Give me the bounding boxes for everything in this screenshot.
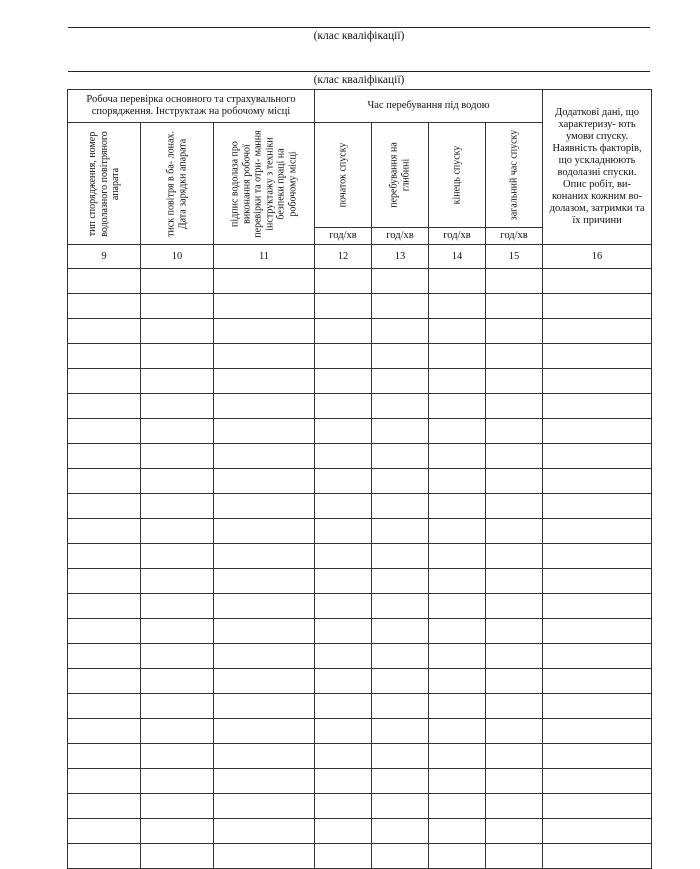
- table-cell-col-9: [68, 819, 141, 844]
- table-cell-col-12: [315, 469, 372, 494]
- table-cell-col-12: [315, 444, 372, 469]
- table-cell-col-10: [141, 594, 214, 619]
- table-cell-col-14: [429, 394, 486, 419]
- table-cell-col-13: [372, 594, 429, 619]
- table-cell-col-11: [214, 269, 315, 294]
- table-cell-col-9: [68, 319, 141, 344]
- table-cell-col-14: [429, 644, 486, 669]
- table-cell-col-16: [543, 744, 652, 769]
- table-row: [68, 719, 652, 744]
- column-number-10: 10: [141, 245, 214, 269]
- table-cell-col-15: [486, 794, 543, 819]
- table-cell-col-9: [68, 394, 141, 419]
- table-cell-col-13: [372, 544, 429, 569]
- table-cell-col-9: [68, 719, 141, 744]
- table-cell-col-9: [68, 519, 141, 544]
- table-cell-col-14: [429, 719, 486, 744]
- column-header-10: [141, 123, 214, 245]
- table-cell-col-12: [315, 419, 372, 444]
- table-cell-col-15: [486, 294, 543, 319]
- table-cell-col-10: [141, 569, 214, 594]
- table-cell-col-11: [214, 419, 315, 444]
- table-row: [68, 544, 652, 569]
- table-cell-col-10: [141, 819, 214, 844]
- table-cell-col-15: [486, 769, 543, 794]
- table-cell-col-10: [141, 694, 214, 719]
- table-cell-col-9: [68, 494, 141, 519]
- table-cell-col-9: [68, 644, 141, 669]
- table-cell-col-13: [372, 344, 429, 369]
- column-header-11: [214, 123, 315, 245]
- table-row: [68, 444, 652, 469]
- table-cell-col-16: [543, 369, 652, 394]
- table-cell-col-16: [543, 719, 652, 744]
- table-cell-col-12: [315, 744, 372, 769]
- table-cell-col-16: [543, 819, 652, 844]
- table-cell-col-14: [429, 669, 486, 694]
- table-cell-col-10: [141, 419, 214, 444]
- table-row: [68, 369, 652, 394]
- table-cell-col-14: [429, 794, 486, 819]
- table-cell-col-15: [486, 494, 543, 519]
- table-cell-col-11: [214, 444, 315, 469]
- table-cell-col-12: [315, 319, 372, 344]
- table-cell-col-13: [372, 644, 429, 669]
- column-number-row: [68, 245, 652, 269]
- qualification-caption-second: (клас кваліфікації): [313, 74, 405, 86]
- table-cell-col-9: [68, 694, 141, 719]
- table-cell-col-10: [141, 494, 214, 519]
- column-header-12-text: початок спуску: [337, 142, 349, 208]
- unit-13: год/хв: [372, 228, 429, 245]
- table-cell-col-12: [315, 594, 372, 619]
- table-row: [68, 269, 652, 294]
- table-cell-col-12: [315, 269, 372, 294]
- table-cell-col-15: [486, 694, 543, 719]
- column-number-11: 11: [214, 245, 315, 269]
- table-cell-col-12: [315, 369, 372, 394]
- table-cell-col-9: [68, 344, 141, 369]
- table-cell-col-14: [429, 319, 486, 344]
- table-cell-col-13: [372, 694, 429, 719]
- table-row: [68, 419, 652, 444]
- table-cell-col-11: [214, 769, 315, 794]
- table-cell-col-9: [68, 669, 141, 694]
- table-cell-col-13: [372, 369, 429, 394]
- table-cell-col-9: [68, 619, 141, 644]
- table-cell-col-10: [141, 469, 214, 494]
- table-cell-col-12: [315, 619, 372, 644]
- table-row: [68, 494, 652, 519]
- unit-12: год/хв: [315, 228, 372, 245]
- table-row: [68, 669, 652, 694]
- table-cell-col-15: [486, 469, 543, 494]
- table-cell-col-13: [372, 419, 429, 444]
- table-cell-col-14: [429, 419, 486, 444]
- table-cell-col-12: [315, 669, 372, 694]
- table-cell-col-9: [68, 469, 141, 494]
- table-cell-col-16: [543, 619, 652, 644]
- table-cell-col-15: [486, 569, 543, 594]
- table-cell-col-16: [543, 319, 652, 344]
- table-row: [68, 794, 652, 819]
- table-cell-col-12: [315, 494, 372, 519]
- column-header-13: [372, 123, 429, 228]
- table-cell-col-10: [141, 394, 214, 419]
- table-cell-col-11: [214, 594, 315, 619]
- table-cell-col-13: [372, 569, 429, 594]
- table-cell-col-14: [429, 694, 486, 719]
- table-cell-col-13: [372, 844, 429, 869]
- table-cell-col-12: [315, 644, 372, 669]
- column-header-9: [68, 123, 141, 245]
- column-header-9-text: тип спорядження, номер водолазного повітряного апарата: [86, 130, 121, 237]
- table-cell-col-9: [68, 744, 141, 769]
- column-number-13: 13: [372, 245, 429, 269]
- table-cell-col-13: [372, 819, 429, 844]
- table-cell-col-16: [543, 769, 652, 794]
- unit-14: год/хв: [429, 228, 486, 245]
- table-cell-col-10: [141, 344, 214, 369]
- column-number-9: 9: [68, 245, 141, 269]
- table-cell-col-14: [429, 444, 486, 469]
- table-cell-col-15: [486, 669, 543, 694]
- table-cell-col-11: [214, 744, 315, 769]
- column-number-15: 15: [486, 245, 543, 269]
- table-cell-col-10: [141, 444, 214, 469]
- table-cell-col-13: [372, 669, 429, 694]
- table-cell-col-10: [141, 369, 214, 394]
- table-cell-col-13: [372, 619, 429, 644]
- table-cell-col-9: [68, 569, 141, 594]
- column-header-14: [429, 123, 486, 228]
- table-cell-col-15: [486, 819, 543, 844]
- group-header-time-under-water: Час перебування під водою: [315, 90, 543, 123]
- table-cell-col-9: [68, 419, 141, 444]
- table-cell-col-9: [68, 444, 141, 469]
- table-cell-col-15: [486, 544, 543, 569]
- table-cell-col-13: [372, 794, 429, 819]
- dive-log-table: [67, 89, 652, 869]
- table-cell-col-11: [214, 669, 315, 694]
- table-row: [68, 519, 652, 544]
- table-cell-col-11: [214, 469, 315, 494]
- table-cell-col-10: [141, 769, 214, 794]
- table-cell-col-11: [214, 719, 315, 744]
- table-cell-col-14: [429, 594, 486, 619]
- table-cell-col-10: [141, 544, 214, 569]
- table-cell-col-15: [486, 369, 543, 394]
- table-cell-col-12: [315, 769, 372, 794]
- table-cell-col-11: [214, 344, 315, 369]
- table-cell-col-15: [486, 644, 543, 669]
- table-cell-col-15: [486, 394, 543, 419]
- table-cell-col-11: [214, 644, 315, 669]
- table-cell-col-15: [486, 444, 543, 469]
- table-cell-col-13: [372, 319, 429, 344]
- table-cell-col-13: [372, 719, 429, 744]
- table-cell-col-14: [429, 469, 486, 494]
- column-header-10-text: тиск повітря в ба- лонах. Дата зарядки апарата: [165, 130, 188, 237]
- table-cell-col-16: [543, 344, 652, 369]
- table-cell-col-11: [214, 569, 315, 594]
- column-header-14-text: кінець спуску: [451, 145, 463, 205]
- table-cell-col-11: [214, 294, 315, 319]
- table-cell-col-16: [543, 669, 652, 694]
- table-row: [68, 819, 652, 844]
- table-cell-col-15: [486, 519, 543, 544]
- table-cell-col-10: [141, 844, 214, 869]
- table-cell-col-16: [543, 594, 652, 619]
- column-header-13-text: перебування на глибині: [388, 142, 411, 208]
- table-row: [68, 594, 652, 619]
- table-cell-col-9: [68, 294, 141, 319]
- table-cell-col-13: [372, 294, 429, 319]
- table-row: [68, 769, 652, 794]
- table-cell-col-12: [315, 819, 372, 844]
- table-cell-col-13: [372, 769, 429, 794]
- table-cell-col-13: [372, 394, 429, 419]
- table-cell-col-13: [372, 494, 429, 519]
- table-cell-col-16: [543, 844, 652, 869]
- table-cell-col-13: [372, 444, 429, 469]
- table-cell-col-13: [372, 469, 429, 494]
- table-cell-col-12: [315, 794, 372, 819]
- table-row: [68, 344, 652, 369]
- table-cell-col-16: [543, 794, 652, 819]
- table-cell-col-9: [68, 844, 141, 869]
- table-cell-col-12: [315, 569, 372, 594]
- table-cell-col-11: [214, 794, 315, 819]
- top-rule: [68, 27, 650, 28]
- table-cell-col-9: [68, 769, 141, 794]
- table-row: [68, 469, 652, 494]
- table-cell-col-14: [429, 619, 486, 644]
- table-cell-col-15: [486, 844, 543, 869]
- table-cell-col-14: [429, 769, 486, 794]
- column-header-12: [315, 123, 372, 228]
- table-cell-col-12: [315, 844, 372, 869]
- table-cell-col-11: [214, 319, 315, 344]
- table-cell-col-10: [141, 719, 214, 744]
- table-row: [68, 294, 652, 319]
- table-row: [68, 744, 652, 769]
- table-cell-col-12: [315, 719, 372, 744]
- table-cell-col-12: [315, 344, 372, 369]
- table-cell-col-15: [486, 319, 543, 344]
- table-cell-col-14: [429, 494, 486, 519]
- table-cell-col-14: [429, 569, 486, 594]
- table-cell-col-11: [214, 844, 315, 869]
- table-row: [68, 694, 652, 719]
- table-cell-col-12: [315, 694, 372, 719]
- table-cell-col-16: [543, 394, 652, 419]
- table-row: [68, 844, 652, 869]
- table-row: [68, 394, 652, 419]
- column-number-14: 14: [429, 245, 486, 269]
- table-cell-col-14: [429, 744, 486, 769]
- table-cell-col-9: [68, 544, 141, 569]
- table-cell-col-14: [429, 819, 486, 844]
- table-cell-col-16: [543, 644, 652, 669]
- table-cell-col-15: [486, 269, 543, 294]
- table-cell-col-15: [486, 344, 543, 369]
- table-cell-col-16: [543, 694, 652, 719]
- table-cell-col-9: [68, 369, 141, 394]
- table-cell-col-14: [429, 519, 486, 544]
- column-number-16: 16: [543, 245, 652, 269]
- table-cell-col-10: [141, 519, 214, 544]
- table-cell-col-13: [372, 744, 429, 769]
- table-cell-col-11: [214, 694, 315, 719]
- table-cell-col-12: [315, 544, 372, 569]
- table-cell-col-10: [141, 294, 214, 319]
- table-cell-col-15: [486, 719, 543, 744]
- table-cell-col-16: [543, 544, 652, 569]
- table-cell-col-15: [486, 594, 543, 619]
- table-cell-col-10: [141, 319, 214, 344]
- table-row: [68, 569, 652, 594]
- table-cell-col-16: [543, 294, 652, 319]
- column-header-15: [486, 123, 543, 228]
- table-cell-col-16: [543, 444, 652, 469]
- table-cell-col-9: [68, 794, 141, 819]
- table-cell-col-13: [372, 519, 429, 544]
- table-cell-col-11: [214, 544, 315, 569]
- column-header-15-text: загальний час спуску: [508, 129, 520, 221]
- table-cell-col-12: [315, 519, 372, 544]
- table-cell-col-13: [372, 269, 429, 294]
- table-cell-col-16: [543, 494, 652, 519]
- table-cell-col-15: [486, 419, 543, 444]
- table-cell-col-10: [141, 644, 214, 669]
- table-cell-col-10: [141, 619, 214, 644]
- table-cell-col-11: [214, 519, 315, 544]
- table-cell-col-11: [214, 819, 315, 844]
- column-header-11-text: підпис водолаза про виконання робочої перевірки та отри- мання інструктажу з техніки безпеки праці на робочому місці: [229, 129, 298, 238]
- blank-entry-rows: [68, 269, 652, 869]
- group-header-inspection: Робоча перевірка основного та страхувального спорядження. Інструктаж на робочому місці: [68, 90, 315, 123]
- table-cell-col-16: [543, 519, 652, 544]
- table-cell-col-10: [141, 269, 214, 294]
- table-cell-col-15: [486, 744, 543, 769]
- column-number-12: 12: [315, 245, 372, 269]
- second-rule: [68, 71, 650, 72]
- table-cell-col-10: [141, 744, 214, 769]
- table-cell-col-11: [214, 369, 315, 394]
- table-cell-col-10: [141, 669, 214, 694]
- column-header-additional-data: Додаткові дані, що характеризу- ють умови спуску. Наявність факторів, що ускладнюють водолазні спуски. Опис робіт, ви- конаних кожним во- долазом, затримки та їх причини: [543, 90, 652, 245]
- unit-15: год/хв: [486, 228, 543, 245]
- table-cell-col-14: [429, 844, 486, 869]
- table-cell-col-15: [486, 619, 543, 644]
- table-cell-col-16: [543, 419, 652, 444]
- table-cell-col-14: [429, 294, 486, 319]
- table-cell-col-16: [543, 269, 652, 294]
- table-row: [68, 619, 652, 644]
- table-cell-col-14: [429, 344, 486, 369]
- table-cell-col-16: [543, 469, 652, 494]
- table-cell-col-12: [315, 294, 372, 319]
- table-cell-col-14: [429, 544, 486, 569]
- table-cell-col-11: [214, 494, 315, 519]
- table-row: [68, 644, 652, 669]
- qualification-caption-top: (клас кваліфікації): [313, 30, 405, 42]
- table-cell-col-9: [68, 594, 141, 619]
- table-row: [68, 319, 652, 344]
- table-cell-col-10: [141, 794, 214, 819]
- table-cell-col-14: [429, 369, 486, 394]
- table-cell-col-11: [214, 619, 315, 644]
- table-cell-col-14: [429, 269, 486, 294]
- table-cell-col-12: [315, 394, 372, 419]
- table-cell-col-9: [68, 269, 141, 294]
- table-cell-col-16: [543, 569, 652, 594]
- table-cell-col-11: [214, 394, 315, 419]
